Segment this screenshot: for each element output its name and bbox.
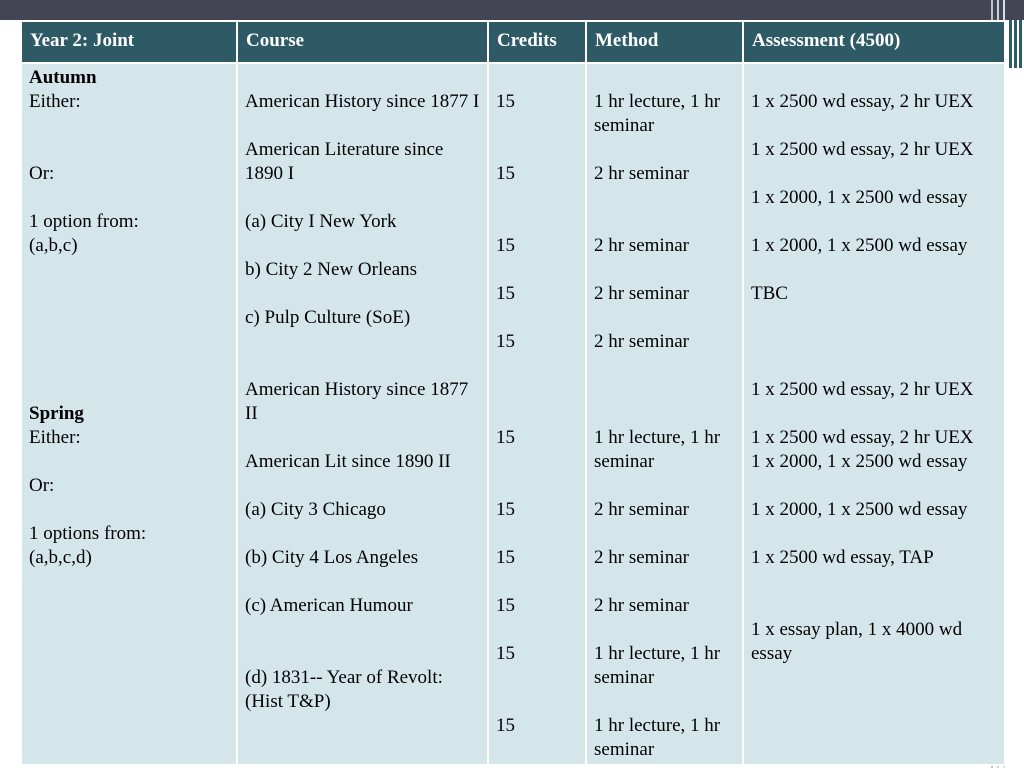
method-cell: 1 hr lecture, 1 hr seminar 2 hr seminar 2 hr seminar 2 hr seminar 2 hr seminar 1 hr lecture, 1 hr seminar 2 hr seminar 2 hr seminar 2 hr seminar 1 hr lecture, 1 hr seminar 1 hr lecture, 1 hr seminar	[586, 63, 743, 765]
table-row	[21, 63, 1005, 765]
term-options-cell	[21, 63, 237, 765]
header-assessment: Assessment (4500)	[743, 21, 1005, 63]
course-table	[20, 20, 1006, 766]
slide-top-bar	[0, 0, 1024, 20]
decorative-bars	[1008, 20, 1022, 70]
decorative-bar	[1009, 20, 1012, 68]
header-row	[21, 21, 1005, 63]
autumn-options: Either: Or: 1 option from: (a,b,c)	[29, 91, 139, 256]
header-credits: Credits	[488, 21, 586, 63]
header-course: Course	[237, 21, 488, 63]
decorative-bar	[1014, 20, 1017, 68]
spring-options: Either: Or: 1 options from: (a,b,c,d)	[29, 427, 147, 568]
assessment-cell: 1 x 2500 wd essay, 2 hr UEX 1 x 2500 wd essay, 2 hr UEX 1 x 2000, 1 x 2500 wd essay 1 x 2000, 1 x 2500 wd essay TBC 1 x 2500 wd essay, 2 hr UEX 1 x 2500 wd essay, 2 hr UEX 1 x 2000, 1 x 2500 wd essay 1 x 2000, 1 x 2500 wd essay 1 x 2500 wd essay, TAP 1 x essay plan, 1 x 4000 wd essay	[743, 63, 1005, 765]
term-spring: Spring	[29, 403, 84, 424]
credits-cell: 15 15 15 15 15 15 15 15 15 15 15	[488, 63, 586, 765]
decorative-bar	[1019, 20, 1022, 68]
header-method: Method	[586, 21, 743, 63]
header-year: Year 2: Joint	[21, 21, 237, 63]
course-cell: American History since 1877 I American Literature since 1890 I (a) City I New York b) City 2 New Orleans c) Pulp Culture (SoE) American History since 1877 II American Lit since 1890 II (a) City 3 Chicago (b) City 4 Los Angeles (c) American Humour (d) 1831-- Year of Revolt: (Hist T&P)	[237, 63, 488, 765]
term-autumn: Autumn	[29, 67, 97, 88]
